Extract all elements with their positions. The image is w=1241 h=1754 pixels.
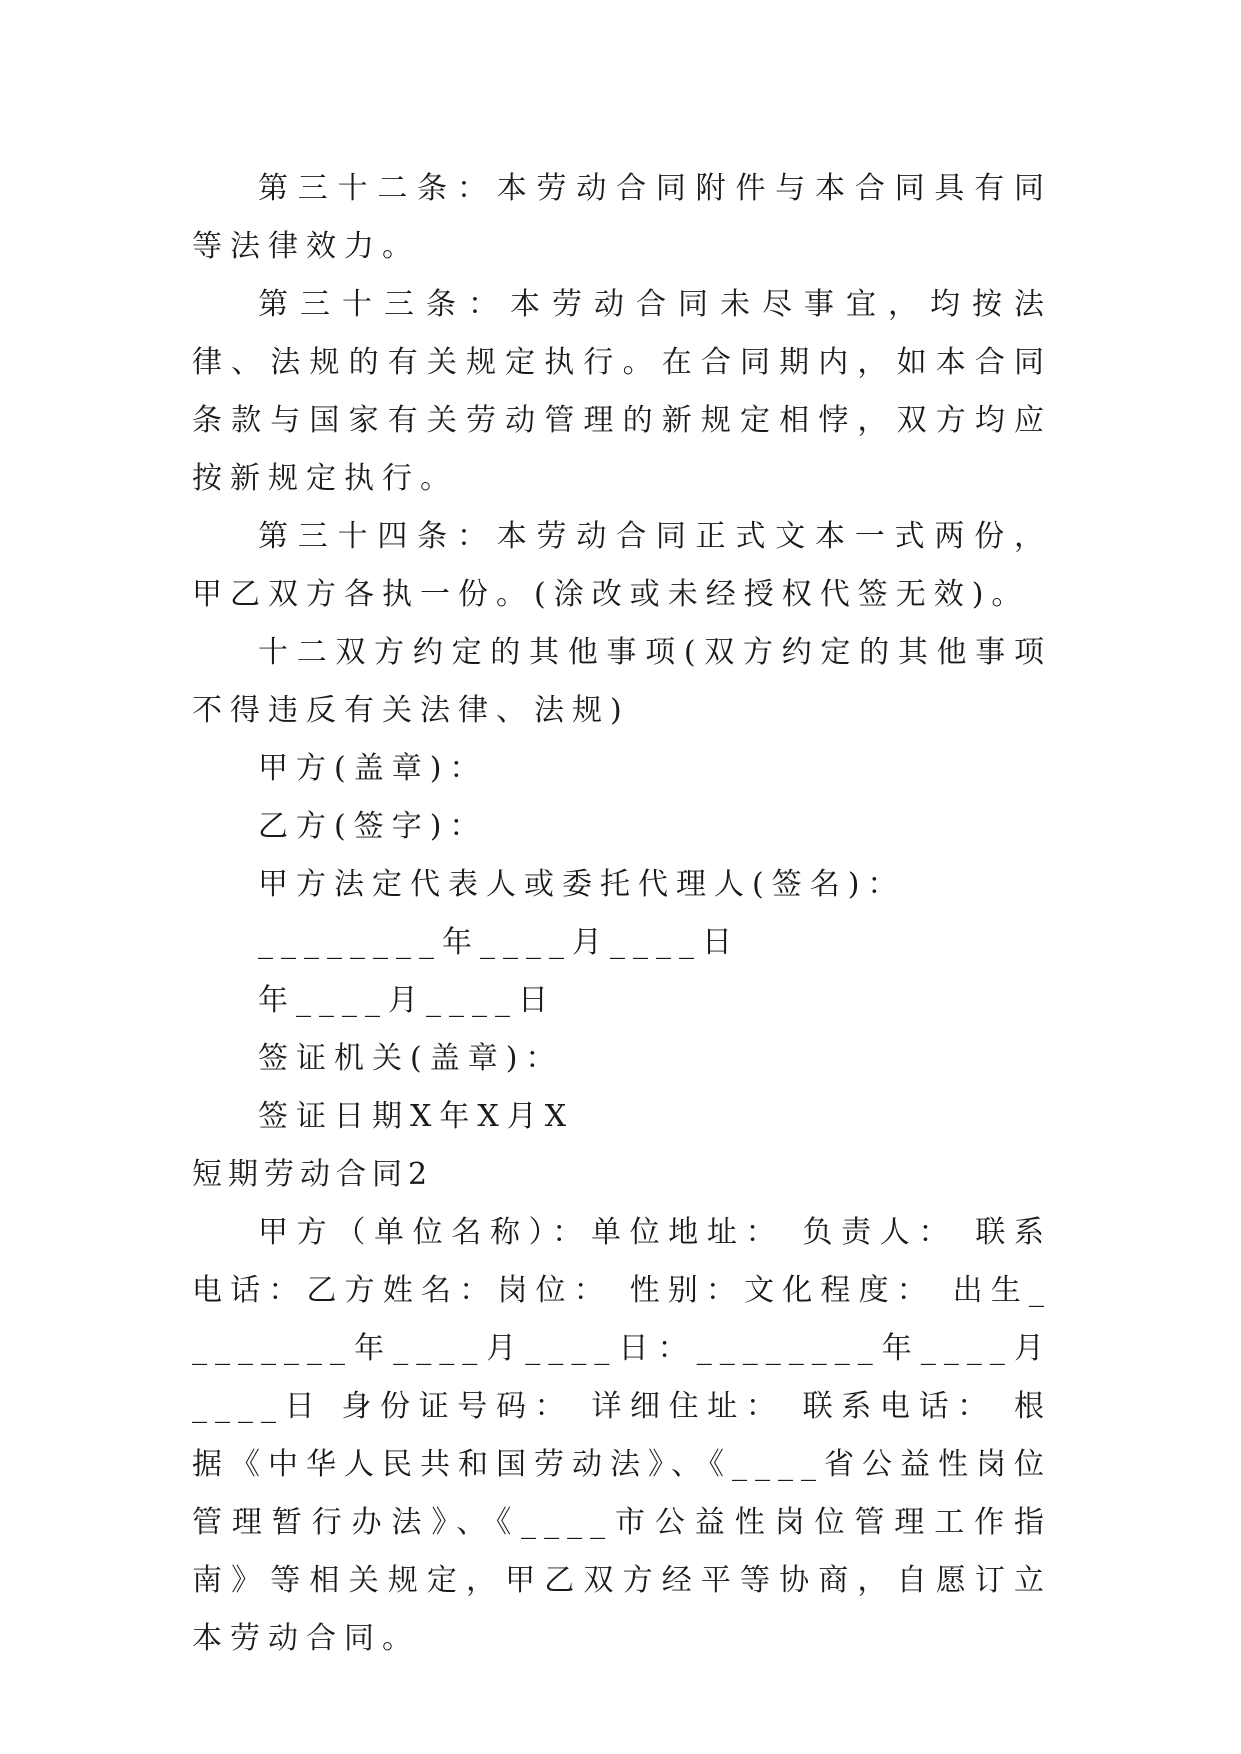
section-title: 短期劳动合同2 (192, 1157, 434, 1192)
certification-date-line: 签证日期X年X月X (258, 1099, 575, 1134)
article-33: 第三十三条：本劳动合同未尽事宜，均按法律、法规的有关规定执行。在合同期内，如本合同条款与国家有关劳动管理的新规定相悖，双方均应按新规定执行。 (192, 287, 1052, 496)
party-a-seal-line: 甲方(盖章)： (258, 751, 488, 786)
article-34: 第三十四条：本劳动合同正式文本一式两份，甲乙双方各执一份。(涂改或未经授权代签无效)。 (192, 519, 1052, 612)
item-12-other-matters: 十二双方约定的其他事项(双方约定的其他事项不得违反有关法律、法规) (192, 635, 1052, 728)
date-line-2: 年____月____日 (258, 983, 556, 1018)
date-line-1: ________年____月____日 (258, 925, 740, 960)
contract-2-intro: 甲方（单位名称）：单位地址： 负责人： 联系电话：乙方姓名：岗位： 性别：文化程度： 出生________年____月____日：________年____月____日 身份证号码： 详细住址： 联系电话： 根据《中华人民共和国劳动法》、《____省公益性岗位管理暂行办法》、《____市公益性岗位管理工作指南》等相关规定，甲乙双方经平等协商，自愿订立本劳动合同。 (192, 1215, 1052, 1656)
document-body (192, 160, 1052, 1668)
article-32: 第三十二条：本劳动合同附件与本合同具有同等法律效力。 (192, 171, 1052, 264)
legal-representative-signature-line: 甲方法定代表人或委托代理人(签名)： (258, 867, 906, 902)
party-b-signature-line: 乙方(签字)： (258, 809, 488, 844)
certifying-authority-seal-line: 签证机关(盖章)： (258, 1041, 564, 1076)
